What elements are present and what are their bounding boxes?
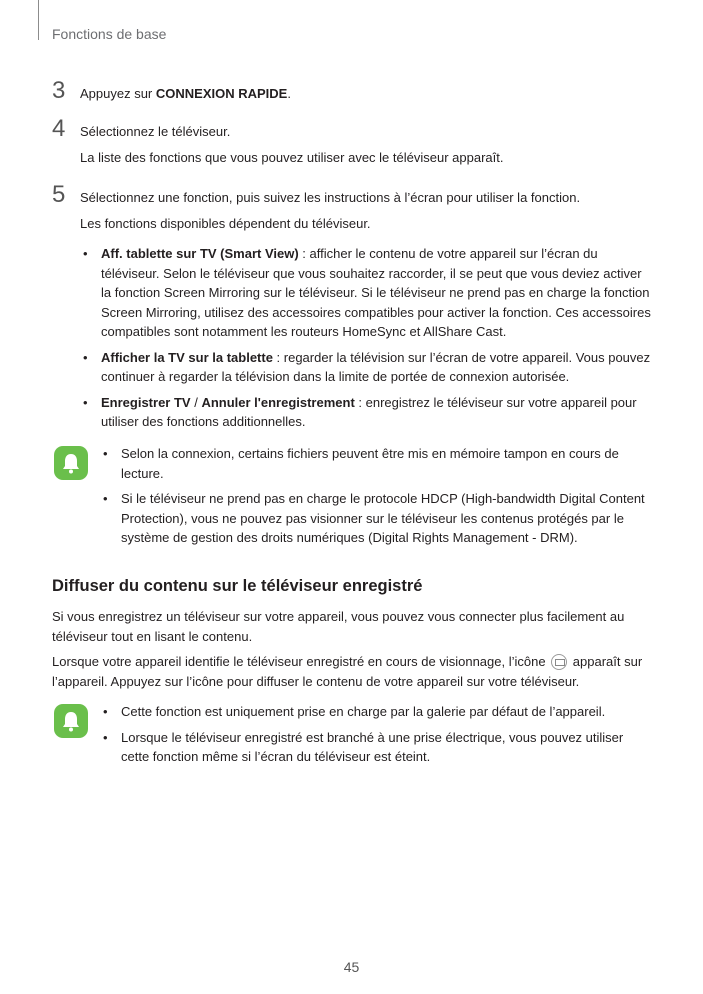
step-number: 3 bbox=[52, 77, 66, 104]
step-text: Appuyez sur CONNEXION RAPIDE. bbox=[80, 86, 291, 101]
list-item: • Lorsque le téléviseur enregistré est branché à une prise électrique, vous pouvez utiliser cette fonction même si l’écran du téléviseur est éteint. bbox=[103, 729, 624, 764]
notice-list bbox=[100, 444, 655, 554]
step-number: 4 bbox=[52, 115, 66, 142]
bell-icon bbox=[54, 446, 88, 480]
step-subtext: La liste des fonctions que vous pouvez utiliser avec le téléviseur apparaît. bbox=[80, 150, 504, 165]
bullet-dot: • bbox=[103, 491, 108, 506]
bell-icon bbox=[54, 704, 88, 738]
step-text: Sélectionnez le téléviseur. bbox=[80, 124, 231, 139]
paragraph: Si vous enregistrez un téléviseur sur votre appareil, vous pouvez vous connecter plus facilement au téléviseur tout en lisant le contenu. bbox=[52, 609, 625, 644]
list-item: • Aff. tablette sur TV (Smart View) : afficher le contenu de votre appareil sur l’écran du téléviseur. Selon le téléviseur que vous souhaitez raccorder, il se peut que vous deviez activer la fonction Screen Mirroring sur le téléviseur. Si le téléviseur ne prend pas en charge la fonction Screen Mirroring, utilisez des accessoires compatibles pour activer la fonction. Ces accessoires compatibles sont notamment les routeurs HomeSync et AllShare Cast. bbox=[83, 246, 651, 339]
paragraph: Lorsque votre appareil identifie le téléviseur enregistré en cours de visionnage, l’icône apparaît sur l’appareil. Appuyez sur l’icône pour diffuser le contenu de votre appareil sur votre téléviseur. bbox=[52, 654, 643, 689]
list-item: • Selon la connexion, certains fichiers peuvent être mis en mémoire tampon en cours de lecture. bbox=[103, 446, 619, 481]
header-rule bbox=[38, 0, 39, 40]
bullet-dot: • bbox=[83, 394, 88, 410]
list-item: • Cette fonction est uniquement prise en charge par la galerie par défaut de l’appareil. bbox=[100, 702, 655, 722]
page-number: 45 bbox=[343, 959, 360, 975]
section-heading: Diffuser du contenu sur le téléviseur enregistré bbox=[52, 577, 423, 595]
bullet-dot: • bbox=[103, 729, 108, 745]
list-item: • Afficher la TV sur la tablette : regarder la télévision sur l’écran de votre appareil. Vous pouvez continuer à regarder la télévision dans la limite de portée de connexion autorisée. bbox=[83, 349, 651, 384]
step-subtext: Les fonctions disponibles dépendent du téléviseur. bbox=[80, 216, 371, 231]
list-item: • Si le téléviseur ne prend pas en charge le protocole HDCP (High-bandwidth Digital Content Protection), vous ne pouvez pas visionner sur le téléviseur les contenus protégés par le système de gestion des droits numériques (Digital Rights Management - DRM). bbox=[103, 491, 645, 545]
list-item: • Enregistrer TV / Annuler l'enregistrement : enregistrez le téléviseur sur votre appareil pour utiliser des fonctions additionnelles. bbox=[83, 394, 637, 429]
notice-list bbox=[100, 702, 655, 773]
bullet-dot: • bbox=[103, 704, 108, 719]
bullet-dot: • bbox=[83, 246, 88, 261]
function-list bbox=[80, 244, 655, 438]
bullet-dot: • bbox=[83, 349, 88, 365]
step-text: Sélectionnez une fonction, puis suivez les instructions à l’écran pour utiliser la fonction. bbox=[80, 190, 581, 205]
bullet-dot: • bbox=[103, 446, 108, 461]
step-number: 5 bbox=[52, 181, 66, 208]
page-header: Fonctions de base bbox=[52, 26, 167, 42]
smart-view-icon bbox=[551, 654, 567, 670]
